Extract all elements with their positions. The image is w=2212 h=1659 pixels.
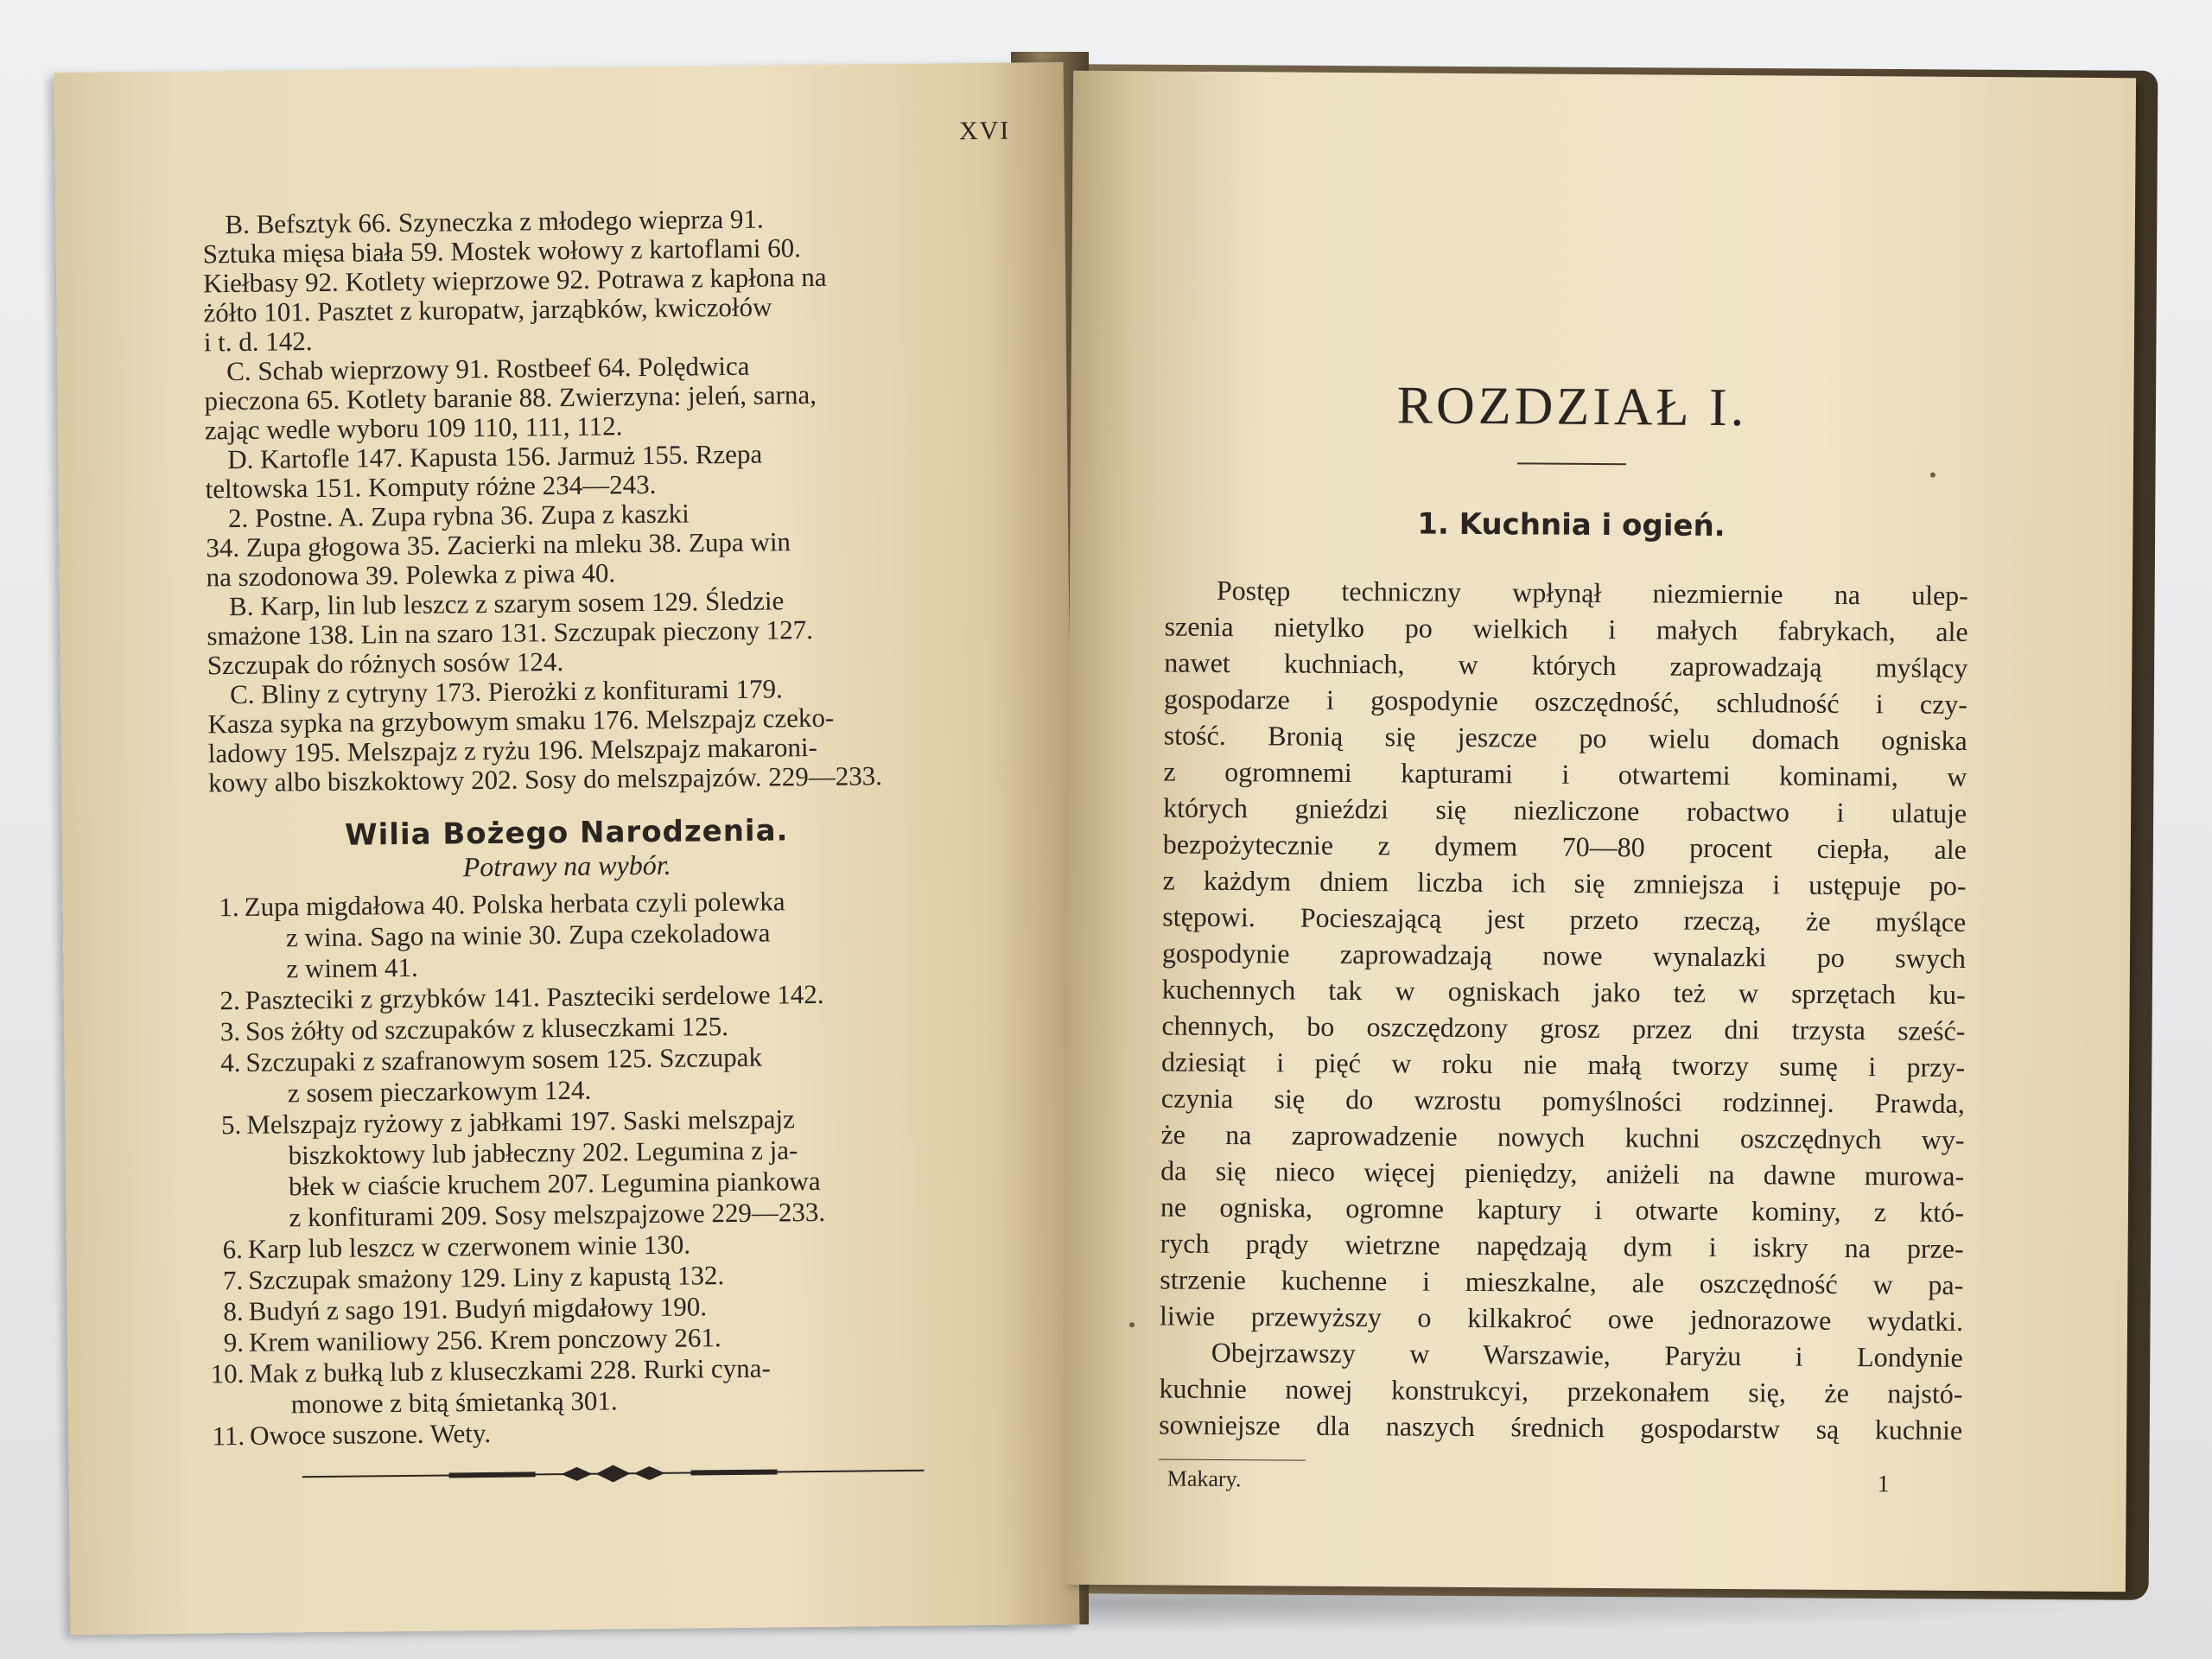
- body-line: strzenie kuchenne i mieszkalne, ale oszczędność w pa-: [1160, 1263, 1964, 1300]
- body-line: stość. Bronią się jeszcze po wielu domach ogniska: [1163, 719, 1967, 756]
- left-page: [54, 62, 1080, 1635]
- item-number: 5.: [220, 1109, 242, 1141]
- item-number: 11.: [212, 1420, 245, 1452]
- body-line: sowniejsze dla naszych średnich gospodarstw są kuchnie: [1159, 1408, 1963, 1446]
- body-line: z ogromnemi kapturami i otwartemi kominami, w: [1163, 755, 1967, 792]
- chapter-title: ROZDZIAŁ I.: [1396, 376, 1748, 438]
- body-line: z każdym dniem liczba ich się zmniejsza i ustępuje po-: [1162, 864, 1967, 901]
- right-page: [1063, 71, 2136, 1592]
- toc-line: ladowy 195. Melszpajz z ryżu 196. Melszpajz makaroni-: [207, 731, 817, 769]
- body-line: których gnieździ się niezliczone robactwo i ulatuje: [1163, 791, 1967, 829]
- item-text: z sosem pieczarkowym 124.: [287, 1074, 592, 1109]
- item-number: 3.: [219, 1015, 241, 1047]
- body-line: da się nieco więcej pieniędzy, aniżeli na dawne murowa-: [1160, 1154, 1965, 1192]
- toc-line: żółto 101. Pasztet z kuropatw, jarząbków, kwiczołów: [203, 291, 772, 328]
- body-line: Postęp techniczny wpłynął niezmiernie na ulep-: [1216, 574, 1969, 611]
- item-number: 6.: [222, 1233, 244, 1265]
- item-text: Owoce suszone. Wety.: [249, 1417, 492, 1451]
- body-line: liwie przewyższy o kilkakroć owe jednorazowe wydatki.: [1159, 1300, 1964, 1337]
- body-line: szenia nietylko po wielkich i małych fabrykach, ale: [1164, 610, 1968, 647]
- item-text: Mak z bułką lub z kluseczkami 228. Rurki cyna-: [249, 1352, 771, 1389]
- toc-line: Szczupak do różnych sosów 124.: [207, 646, 564, 681]
- wilia-subheading: Potrawy na wybór.: [462, 849, 671, 883]
- toc-line: teltowska 151. Komputy różne 234—243.: [205, 468, 657, 505]
- item-text: Szczupak smażony 129. Liny z kapustą 132.: [248, 1260, 725, 1295]
- item-text: z wina. Sago na winie 30. Zupa czekoladowa: [285, 917, 771, 953]
- toc-line: C. Bliny z cytryny 173. Pierożki z konfiturami 179.: [229, 673, 783, 710]
- item-text: Krem waniliowy 256. Krem ponczowy 261.: [248, 1322, 721, 1357]
- footer-rule: [1159, 1459, 1306, 1460]
- item-number: 10.: [210, 1357, 245, 1389]
- toc-line: B. Befsztyk 66. Szyneczka z młodego wieprza 91.: [225, 203, 764, 240]
- item-text: Szczupaki z szafranowym sosem 125. Szczupak: [245, 1041, 763, 1077]
- section-title: 1. Kuchnia i ogień.: [1417, 506, 1726, 544]
- body-line: kuchennych tak w ogniskach jako też w sprzętach ku-: [1161, 973, 1966, 1010]
- body-line: ne ogniska, ogromne kaptury i otwarte kominy, z któ-: [1160, 1191, 1965, 1228]
- toc-line: na szodonowa 39. Polewka z piwa 40.: [206, 557, 616, 593]
- left-page-folio: XVI: [958, 116, 1011, 146]
- item-number: 8.: [223, 1295, 244, 1327]
- item-text: monowe z bitą śmietanką 301.: [290, 1385, 618, 1420]
- paper-speck: [1930, 473, 1936, 478]
- item-number: 4.: [220, 1046, 241, 1078]
- paper-speck: [1129, 1322, 1135, 1327]
- body-line: stępowi. Pocieszającą jest przeto rzeczą, że myślące: [1162, 900, 1967, 938]
- body-line: czynia się do wzrostu pomyślności rodzinnej. Prawda,: [1160, 1082, 1965, 1119]
- body-line: rych prądy wietrzne napędzają dym i iskry na prze-: [1160, 1227, 1964, 1264]
- toc-line: C. Schab wieprzowy 91. Rostbeef 64. Polędwica: [226, 350, 750, 387]
- page-number: 1: [1877, 1471, 1890, 1498]
- decorative-rule-ornament: [302, 1462, 924, 1486]
- body-line: dziesiąt i pięć w roku nie małą tworzy sumę i przy-: [1161, 1046, 1966, 1083]
- footer-signature: Makary.: [1166, 1465, 1242, 1492]
- item-text: Melszpajz ryżowy z jabłkami 197. Saski melszpajz: [246, 1103, 795, 1140]
- toc-line: Kiełbasy 92. Kotlety wieprzowe 92. Potrawa z kapłona na: [202, 261, 827, 299]
- body-line: że na zaprowadzenie nowych kuchni oszczędnych wy-: [1160, 1118, 1965, 1155]
- body-line: kuchnie nowej konstrukcyi, przekonałem się, że najstó-: [1159, 1372, 1963, 1409]
- chapter-divider: [1517, 462, 1626, 465]
- toc-line: D. Kartofle 147. Kapusta 156. Jarmuż 155. Rzepa: [227, 438, 763, 475]
- item-text: Paszteciki z grzybków 141. Paszteciki serdelowe 142.: [245, 978, 824, 1015]
- item-number: 7.: [222, 1264, 244, 1296]
- toc-line: 34. Zupa głogowa 35. Zacierki na mleku 38. Zupa win: [206, 526, 791, 563]
- item-text: z winem 41.: [286, 951, 419, 984]
- item-text: Sos żółty od szczupaków z kluseczkami 125.: [245, 1011, 729, 1046]
- item-text: biszkoktowy lub jabłeczny 202. Legumina z ja-: [288, 1135, 798, 1171]
- item-number: 1.: [219, 891, 239, 923]
- body-line: gospodarze i gospodynie oszczędność, schludność i czy-: [1163, 683, 1968, 720]
- body-line: chennych, bo oszczędzony grosz przez dni trzysta sześć-: [1161, 1009, 1966, 1046]
- toc-line: Sztuka mięsa biała 59. Mostek wołowy z kartoflami 60.: [202, 232, 802, 270]
- body-line: bezpożytecznie z dymem 70—80 procent ciepła, ale: [1162, 828, 1967, 865]
- toc-line: kowy albo biszkoktowy 202. Sosy do melszpajzów. 229—233.: [207, 760, 883, 798]
- item-number: 2.: [219, 984, 240, 1016]
- item-text: z konfiturami 209. Sosy melszpajzowe 229—233.: [289, 1196, 826, 1233]
- item-text: Budyń z sago 191. Budyń migdałowy 190.: [248, 1291, 708, 1326]
- toc-line: zając wedle wyboru 109 110, 111, 112.: [204, 410, 623, 446]
- toc-line: pieczona 65. Kotlety baranie 88. Zwierzyna: jeleń, sarna,: [204, 378, 817, 416]
- item-text: Zupa migdałowa 40. Polska herbata czyli polewka: [244, 886, 785, 922]
- item-text: Karp lub leszcz w czerwonem winie 130.: [247, 1229, 691, 1264]
- item-number: 9.: [223, 1326, 245, 1358]
- wilia-heading: Wilia Bożego Narodzenia.: [344, 813, 789, 853]
- toc-line: B. Karp, lin lub leszcz z szarym sosem 129. Śledzie: [228, 585, 785, 622]
- body-line: Obejrzawszy w Warszawie, Paryżu i Londynie: [1211, 1336, 1963, 1373]
- body-line: nawet kuchniach, w których zaprowadzają myślący: [1164, 646, 1968, 683]
- item-text: błek w ciaście kruchem 207. Legumina piankowa: [288, 1165, 821, 1202]
- toc-line: Kasza sypka na grzybowym smaku 176. Melszpajz czeko-: [207, 702, 835, 740]
- toc-line: i t. d. 142.: [203, 326, 313, 358]
- toc-line: 2. Postne. A. Zupa rybna 36. Zupa z kaszki: [227, 498, 690, 534]
- toc-line: smażone 138. Lin na szaro 131. Szczupak pieczony 127.: [207, 614, 814, 652]
- body-line: gospodynie zaprowadzają nowe wynalazki po swych: [1161, 937, 1967, 974]
